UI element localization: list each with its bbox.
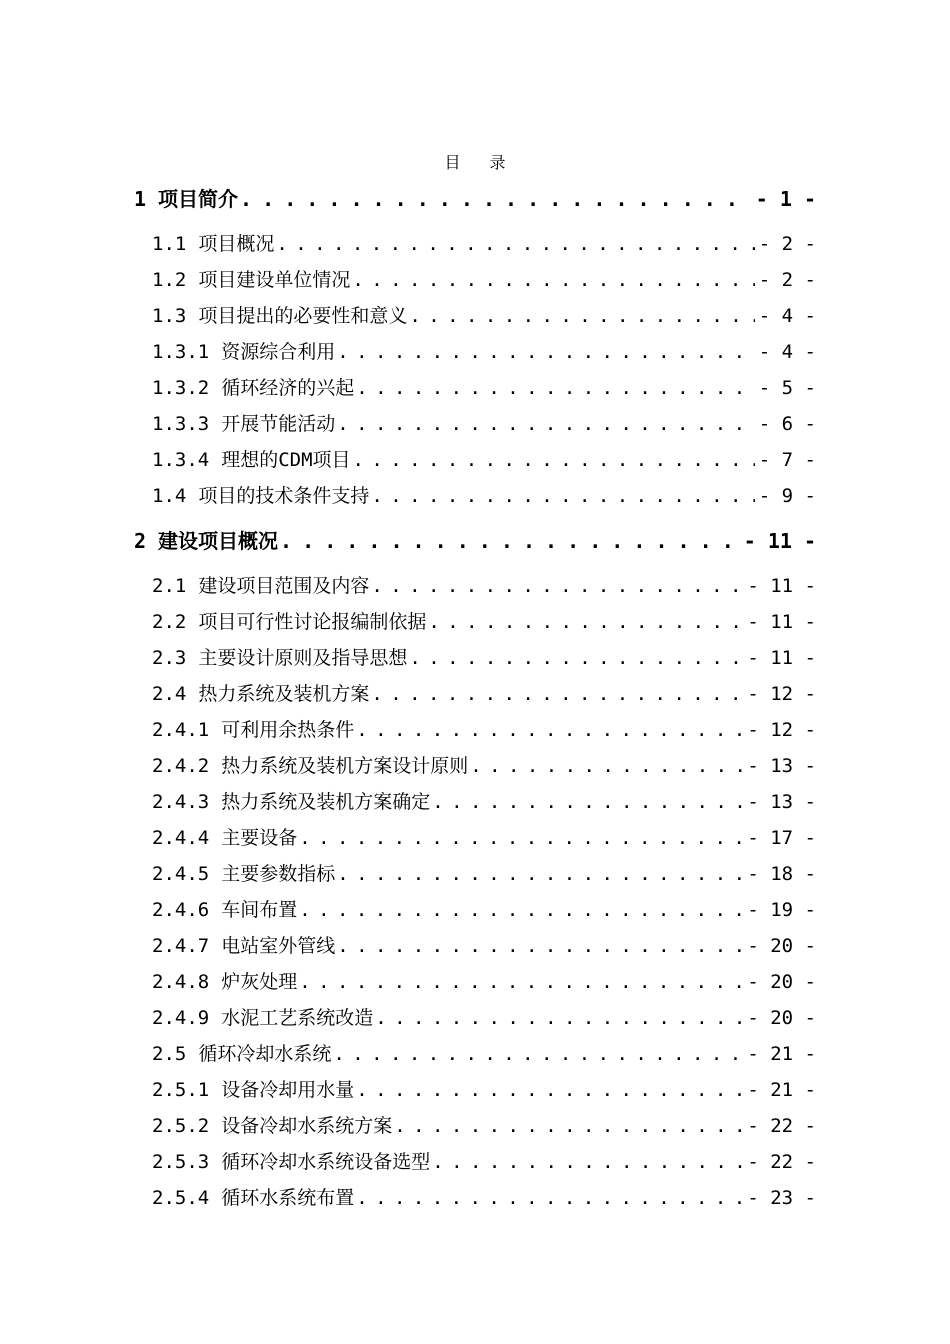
toc-entry-label: 项目概况 (198, 233, 275, 255)
toc-dot-leader (356, 1185, 743, 1211)
toc-entry-number: 1.3.1 (152, 341, 210, 363)
toc-dot-leader (432, 789, 743, 815)
toc-entry-label: 循环冷却水系统设备选型 (221, 1151, 431, 1173)
toc-section-entry[interactable] (152, 231, 816, 257)
toc-section-entry[interactable] (152, 609, 816, 635)
toc-section-entry[interactable] (152, 1113, 816, 1139)
toc-page-number: - 11 - (747, 575, 816, 597)
toc-entry-label: 水泥工艺系统改造 (221, 1007, 374, 1029)
toc-entry-number: 2.4.3 (152, 791, 210, 813)
toc-entry-number: 1.3 (152, 305, 187, 327)
toc-section-entry[interactable] (152, 267, 816, 293)
toc-entry-number: 1.3.3 (152, 413, 210, 435)
toc-entry-label: 主要设备 (221, 827, 298, 849)
toc-page-number: - 11 - (747, 611, 816, 633)
toc-page-number: - 4 - (758, 341, 816, 363)
toc-section-entry[interactable] (152, 411, 816, 437)
toc-section-entry[interactable] (152, 573, 816, 599)
toc-entry-label: 炉灰处理 (221, 971, 298, 993)
toc-entry-number: 2.4 (152, 683, 187, 705)
toc-page-number: - 13 - (747, 791, 816, 813)
toc-page-number: - 23 - (747, 1187, 816, 1209)
toc-entry-number: 2.4.5 (152, 863, 210, 885)
toc-entry-label: 项目可行性讨论报编制依据 (198, 611, 427, 633)
toc-dot-leader (299, 897, 743, 923)
toc-entry-label: 循环水系统布置 (221, 1187, 355, 1209)
toc-chapter-entry[interactable] (134, 186, 816, 212)
toc-entry-number: 2.3 (152, 647, 187, 669)
toc-page-number: - 12 - (747, 683, 816, 705)
toc-dot-leader (353, 447, 755, 473)
toc-section-entry[interactable] (152, 1185, 816, 1211)
toc-dot-leader (394, 1113, 743, 1139)
toc-dot-leader (337, 933, 743, 959)
toc-entry-number: 2.5.2 (152, 1115, 210, 1137)
toc-section-entry[interactable] (152, 339, 816, 365)
toc-entry-number: 1.1 (152, 233, 187, 255)
toc-entry-label: 热力系统及装机方案 (198, 683, 370, 705)
toc-entry-label: 车间布置 (221, 899, 298, 921)
toc-entry-label: 项目建设单位情况 (198, 269, 351, 291)
toc-page-number: - 11 - (743, 529, 816, 553)
toc-section-entry[interactable] (152, 933, 816, 959)
toc-dot-leader (356, 717, 743, 743)
toc-entry-label: 项目简介 (158, 187, 239, 211)
toc-entry-label: 循环经济的兴起 (221, 377, 355, 399)
toc-page-number: - 18 - (747, 863, 816, 885)
toc-entry-number: 2.5.3 (152, 1151, 210, 1173)
toc-section-entry[interactable] (152, 897, 816, 923)
toc-entry-label: 热力系统及装机方案设计原则 (221, 755, 469, 777)
toc-entry-label: 热力系统及装机方案确定 (221, 791, 431, 813)
toc-page-number: - 21 - (747, 1043, 816, 1065)
toc-dot-leader (337, 339, 755, 365)
toc-page-number: - 19 - (747, 899, 816, 921)
toc-section-entry[interactable] (152, 825, 816, 851)
toc-dot-leader (371, 681, 743, 707)
toc-dot-leader (280, 528, 740, 554)
toc-entry-number: 1.3.4 (152, 449, 210, 471)
toc-title: 目 录 (444, 153, 518, 172)
toc-entry-label: 电站室外管线 (221, 935, 336, 957)
toc-dot-leader (375, 1005, 743, 1031)
toc-page-number: - 1 - (755, 187, 816, 211)
toc-dot-leader (299, 825, 743, 851)
toc-page-number: - 6 - (758, 413, 816, 435)
toc-entry-number: 2 (134, 529, 147, 553)
toc-dot-leader (333, 1041, 743, 1067)
toc-page-number: - 22 - (747, 1151, 816, 1173)
toc-section-entry[interactable] (152, 789, 816, 815)
toc-dot-leader (432, 1149, 743, 1175)
toc-chapter-entry[interactable] (134, 528, 816, 554)
toc-entry-label: 可利用余热条件 (221, 719, 355, 741)
toc-dot-leader (337, 861, 743, 887)
toc-entry-number: 2.2 (152, 611, 187, 633)
toc-page-number: - 20 - (747, 971, 816, 993)
toc-entry-number: 2.4.8 (152, 971, 210, 993)
toc-section-entry[interactable] (152, 681, 816, 707)
toc-section-entry[interactable] (152, 375, 816, 401)
toc-entry-label: 设备冷却水系统方案 (221, 1115, 393, 1137)
toc-dot-leader (428, 609, 743, 635)
toc-entry-label: 设备冷却用水量 (221, 1079, 355, 1101)
toc-section-entry[interactable] (152, 1041, 816, 1067)
toc-page-number: - 5 - (758, 377, 816, 399)
toc-dot-leader (470, 753, 743, 779)
toc-entry-label: 建设项目概况 (158, 529, 279, 553)
toc-entry-label: 项目的技术条件支持 (198, 485, 370, 507)
toc-dot-leader (276, 231, 754, 257)
toc-dot-leader (371, 573, 743, 599)
toc-section-entry[interactable] (152, 1005, 816, 1031)
toc-page-number: - 13 - (747, 755, 816, 777)
toc-dot-leader (356, 375, 755, 401)
toc-entry-label: 开展节能活动 (221, 413, 336, 435)
toc-entry-number: 2.4.2 (152, 755, 210, 777)
toc-page-number: - 17 - (747, 827, 816, 849)
toc-page-number: - 20 - (747, 1007, 816, 1029)
toc-section-entry[interactable] (152, 753, 816, 779)
toc-dot-leader (409, 645, 743, 671)
toc-entry-label: 项目提出的必要性和意义 (198, 305, 408, 327)
toc-entry-number: 2.5 (152, 1043, 187, 1065)
toc-page-number: - 22 - (747, 1115, 816, 1137)
toc-entry-number: 2.4.9 (152, 1007, 210, 1029)
toc-entry-label: 资源综合利用 (221, 341, 336, 363)
toc-entry-number: 1.3.2 (152, 377, 210, 399)
toc-page-number: - 2 - (758, 269, 816, 291)
toc-dot-leader (371, 483, 754, 509)
toc-entry-number: 2.4.1 (152, 719, 210, 741)
toc-entry-number: 2.4.6 (152, 899, 210, 921)
toc-section-entry[interactable] (152, 483, 816, 509)
toc-section-entry[interactable] (152, 861, 816, 887)
toc-entry-number: 2.5.1 (152, 1079, 210, 1101)
toc-dot-leader (240, 186, 752, 212)
toc-page-number: - 2 - (758, 233, 816, 255)
toc-dot-leader (337, 411, 755, 437)
toc-section-entry[interactable] (152, 1149, 816, 1175)
toc-entry-number: 1.4 (152, 485, 187, 507)
toc-entry-label: 理想的CDM项目 (221, 449, 351, 471)
toc-page-number: - 12 - (747, 719, 816, 741)
toc-entry-number: 2.4.7 (152, 935, 210, 957)
toc-section-entry[interactable] (152, 303, 816, 329)
toc-entry-number: 2.5.4 (152, 1187, 210, 1209)
toc-entry-number: 1.2 (152, 269, 187, 291)
toc-section-entry[interactable] (152, 1077, 816, 1103)
toc-entry-number: 1 (134, 187, 147, 211)
toc-page-number: - 9 - (758, 485, 816, 507)
toc-entry-label: 主要设计原则及指导思想 (198, 647, 408, 669)
toc-section-entry[interactable] (152, 969, 816, 995)
toc-dot-leader (409, 303, 754, 329)
toc-page-number: - 4 - (758, 305, 816, 327)
toc-dot-leader (299, 969, 743, 995)
toc-section-entry[interactable] (152, 447, 816, 473)
toc-entry-number: 2.1 (152, 575, 187, 597)
toc-section-entry[interactable] (152, 717, 816, 743)
toc-page-number: - 21 - (747, 1079, 816, 1101)
toc-entry-label: 循环冷却水系统 (198, 1043, 332, 1065)
toc-entry-number: 2.4.4 (152, 827, 210, 849)
toc-page-number: - 7 - (758, 449, 816, 471)
toc-entry-label: 建设项目范围及内容 (198, 575, 370, 597)
toc-page-number: - 20 - (747, 935, 816, 957)
toc-page-number: - 11 - (747, 647, 816, 669)
toc-dot-leader (356, 1077, 743, 1103)
toc-section-entry[interactable] (152, 645, 816, 671)
toc-dot-leader (352, 267, 754, 293)
toc-entry-label: 主要参数指标 (221, 863, 336, 885)
